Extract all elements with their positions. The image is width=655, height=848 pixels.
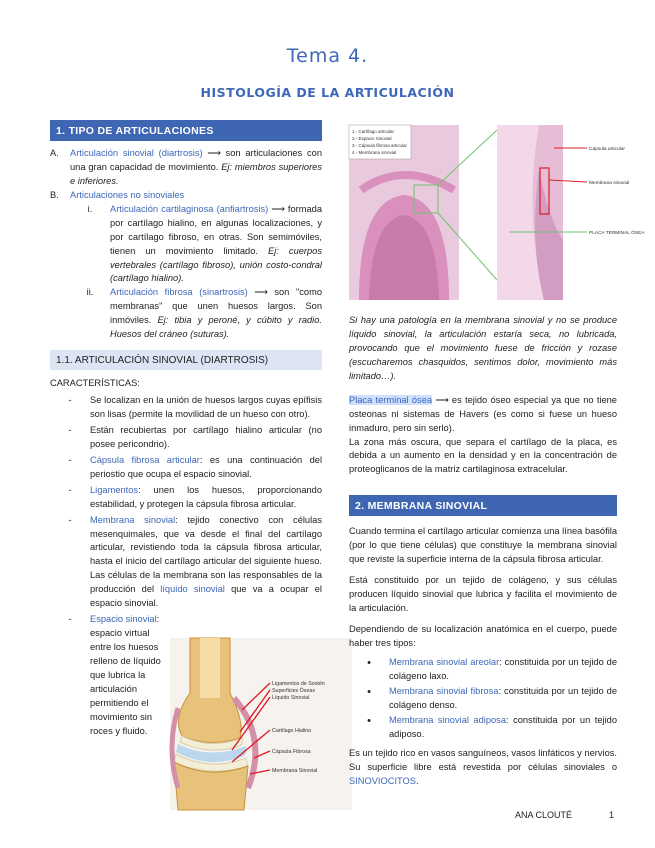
page-number: 1 (609, 810, 615, 820)
membrana-p1: Cuando termina el cartílago articular comienza una línea basófila (por lo que tiene células) que constituye la membrana sinovial que reviste la superficie interna de la cápsula fibrosa articular. (349, 526, 617, 565)
label-cartilago: Cartílago Hialino (272, 728, 312, 734)
list-marker: i. (87, 203, 93, 214)
micrograph-svg (349, 120, 645, 302)
placa-paragraph: Placa terminal ósea ⟶ es tejido óseo especial ya que no tiene osteonas ni sistemas de Havers (es como si fuese un hueso inmaduro, pero sin serlo). (349, 394, 617, 433)
svg-text:Cápsula articular: Cápsula articular (589, 147, 625, 152)
list-marker: B. (50, 189, 59, 200)
list-item: - Espacio sinovial: espacio virtual entre los huesos relleno de líquido que lubrica la articulación permitiendo el movimiento sin roces y fluido. (68, 614, 161, 736)
term-placa: Placa terminal ósea (349, 394, 433, 405)
list-item-b-i: i. Articulación cartilaginosa (anfiartrosis) ⟶ formada por cartílago hialino, en algunas localizaciones, y por cartílago fibroso, en otras. Son semimóviles, tienen un movimiento limitado. Ej: cuerpos vertebrales (cartílago fibroso), unión costo-condral (cartílago hialino). (50, 203, 322, 287)
list-item-b-ii: ii. Articulación fibrosa (sinartrosis) ⟶ son "como membranas" que unen huesos largos. Son inmóviles. Ej: tibia y peroné, y cúbito y radio. Huesos del cráneo (suturas). (50, 286, 322, 342)
right-column (349, 120, 645, 796)
term-no-sinoviales: Articulaciones no sinoviales (70, 189, 185, 200)
membrana-p2: Está constituido por un tejido de colágeno, y sus células producen líquido sinovial que lubrica y facilita el movimiento de la articulación. (349, 575, 617, 613)
page-subtitle: HISTOLOGÍA DE LA ARTICULACIÓN (200, 85, 455, 100)
micrograph-figure (349, 120, 645, 302)
list-marker: A. (50, 148, 59, 158)
label-liquido: Líquido Sinovial (272, 695, 310, 701)
list-item: - Se localizan en la unión de huesos largos cuyas epífisis son lisas (permite la movilidad de un hueso con otro). (68, 395, 322, 419)
svg-text:4.- Membrana sinovial: 4.- Membrana sinovial (352, 150, 397, 155)
joint-types-list (50, 147, 322, 342)
marrow (200, 638, 220, 698)
svg-text:1.- Cartílago articular: 1.- Cartílago articular (352, 129, 395, 134)
joint-diagram-svg (170, 638, 352, 810)
svg-text:Membrana sinovial: Membrana sinovial (589, 181, 630, 186)
term-sinovial: Articulación sinovial (diartrosis) (70, 148, 203, 158)
pathology-caption: Si hay una patología en la membrana sinovial y no se produce líquido sinovial, la articulación estaría seca, no lubricada, provocando que el movimiento fuese de fricción y rozase (escucharemos chasquidos, sentimos dolor, movimiento más limitado…). (349, 315, 617, 381)
term-fibrosa: Articulación fibrosa (sinartrosis) (110, 287, 248, 298)
label-ligamentos: Ligamentos de Sostén (272, 681, 325, 687)
label-membrana: Membrana Sinovial (272, 768, 318, 774)
page-title: Tema 4. (286, 45, 369, 67)
list-item-b (50, 189, 322, 203)
list-item: • Membrana sinovial adiposa: constituida por un tejido adiposo. (367, 714, 617, 739)
svg-text:2.- Espacio Sinovial: 2.- Espacio Sinovial (352, 136, 392, 141)
list-item: - Están recubiertas por cartílago hialino articular (no posee pericondrio). (68, 424, 322, 449)
label-superficies: Superficies Óseas (272, 688, 315, 694)
list-item: • Membrana sinovial areolar: constituida por un tejido de colágeno laxo. (367, 656, 617, 681)
joint-diagram (170, 638, 352, 810)
section-1-heading: 1. TIPO DE ARTICULACIONES (50, 120, 322, 141)
list-item: - Cápsula fibrosa articular: es una continuación del periostio que ocupa el espacio sinovial. (68, 454, 323, 479)
term-cartilaginosa: Articulación cartilaginosa (anfiartrosis) (110, 203, 269, 214)
list-item: • Membrana sinovial fibrosa: constituida por un tejido de colágeno denso. (367, 685, 618, 710)
membrana-p3: Dependiendo de su localización anatómica en el cuerpo, puede haber tres tipos: (349, 623, 617, 648)
list-item: - Membrana sinovial: tejido conectivo con células mesenquimales, que va desde el final del cartílago articular, revistiendo toda la cápsula fibrosa articular, hasta el inicio del cartílago articular del siguiente hueso. Las células de la membrana son las responsables de la producción del líquido sinovial que va a ocupar el espacio sinovial. (68, 514, 322, 609)
membrana-p4: Es un tejido rico en vasos sanguíneos, vasos linfáticos y nervios. Su superficie libre está revestida por células sinoviales o SINOVIOCITOS. (349, 748, 617, 787)
svg-text:PLACA TERMINAL ÓSEA: PLACA TERMINAL ÓSEA (589, 231, 645, 236)
list-item: - Ligamentos: unen los huesos, proporcionando estabilidad, y protegen la cápsula fibrosa articular. (68, 484, 322, 509)
placa-paragraph-2: La zona más oscura, que separa el cartílago de la placa, es debida a un aumento en la densidad y en la concentración de proteoglicanos de la matriz cartilaginosa extracelular. (349, 436, 617, 475)
membrana-types-list (349, 656, 617, 742)
label-capsula: Cápsula Fibrosa (272, 749, 311, 755)
list-marker: ii. (86, 287, 94, 298)
section-2-heading: 2. MEMBRANA SINOVIAL (349, 495, 617, 516)
characteristics-label: CARACTERÍSTICAS: (50, 378, 140, 389)
list-item-a: A. Articulación sinovial (diartrosis) ⟶ son articulaciones con una gran capacidad de movimiento. Ej: miembros superiores e inferiores. (50, 147, 322, 189)
footer-author: ANA CLOUTÉ (515, 810, 573, 820)
svg-text:3.- Cápsula fibrosa articular: 3.- Cápsula fibrosa articular (352, 143, 408, 148)
section-1-1-heading: 1.1. ARTICULACIÓN SINOVIAL (DIARTROSIS) (50, 350, 322, 370)
